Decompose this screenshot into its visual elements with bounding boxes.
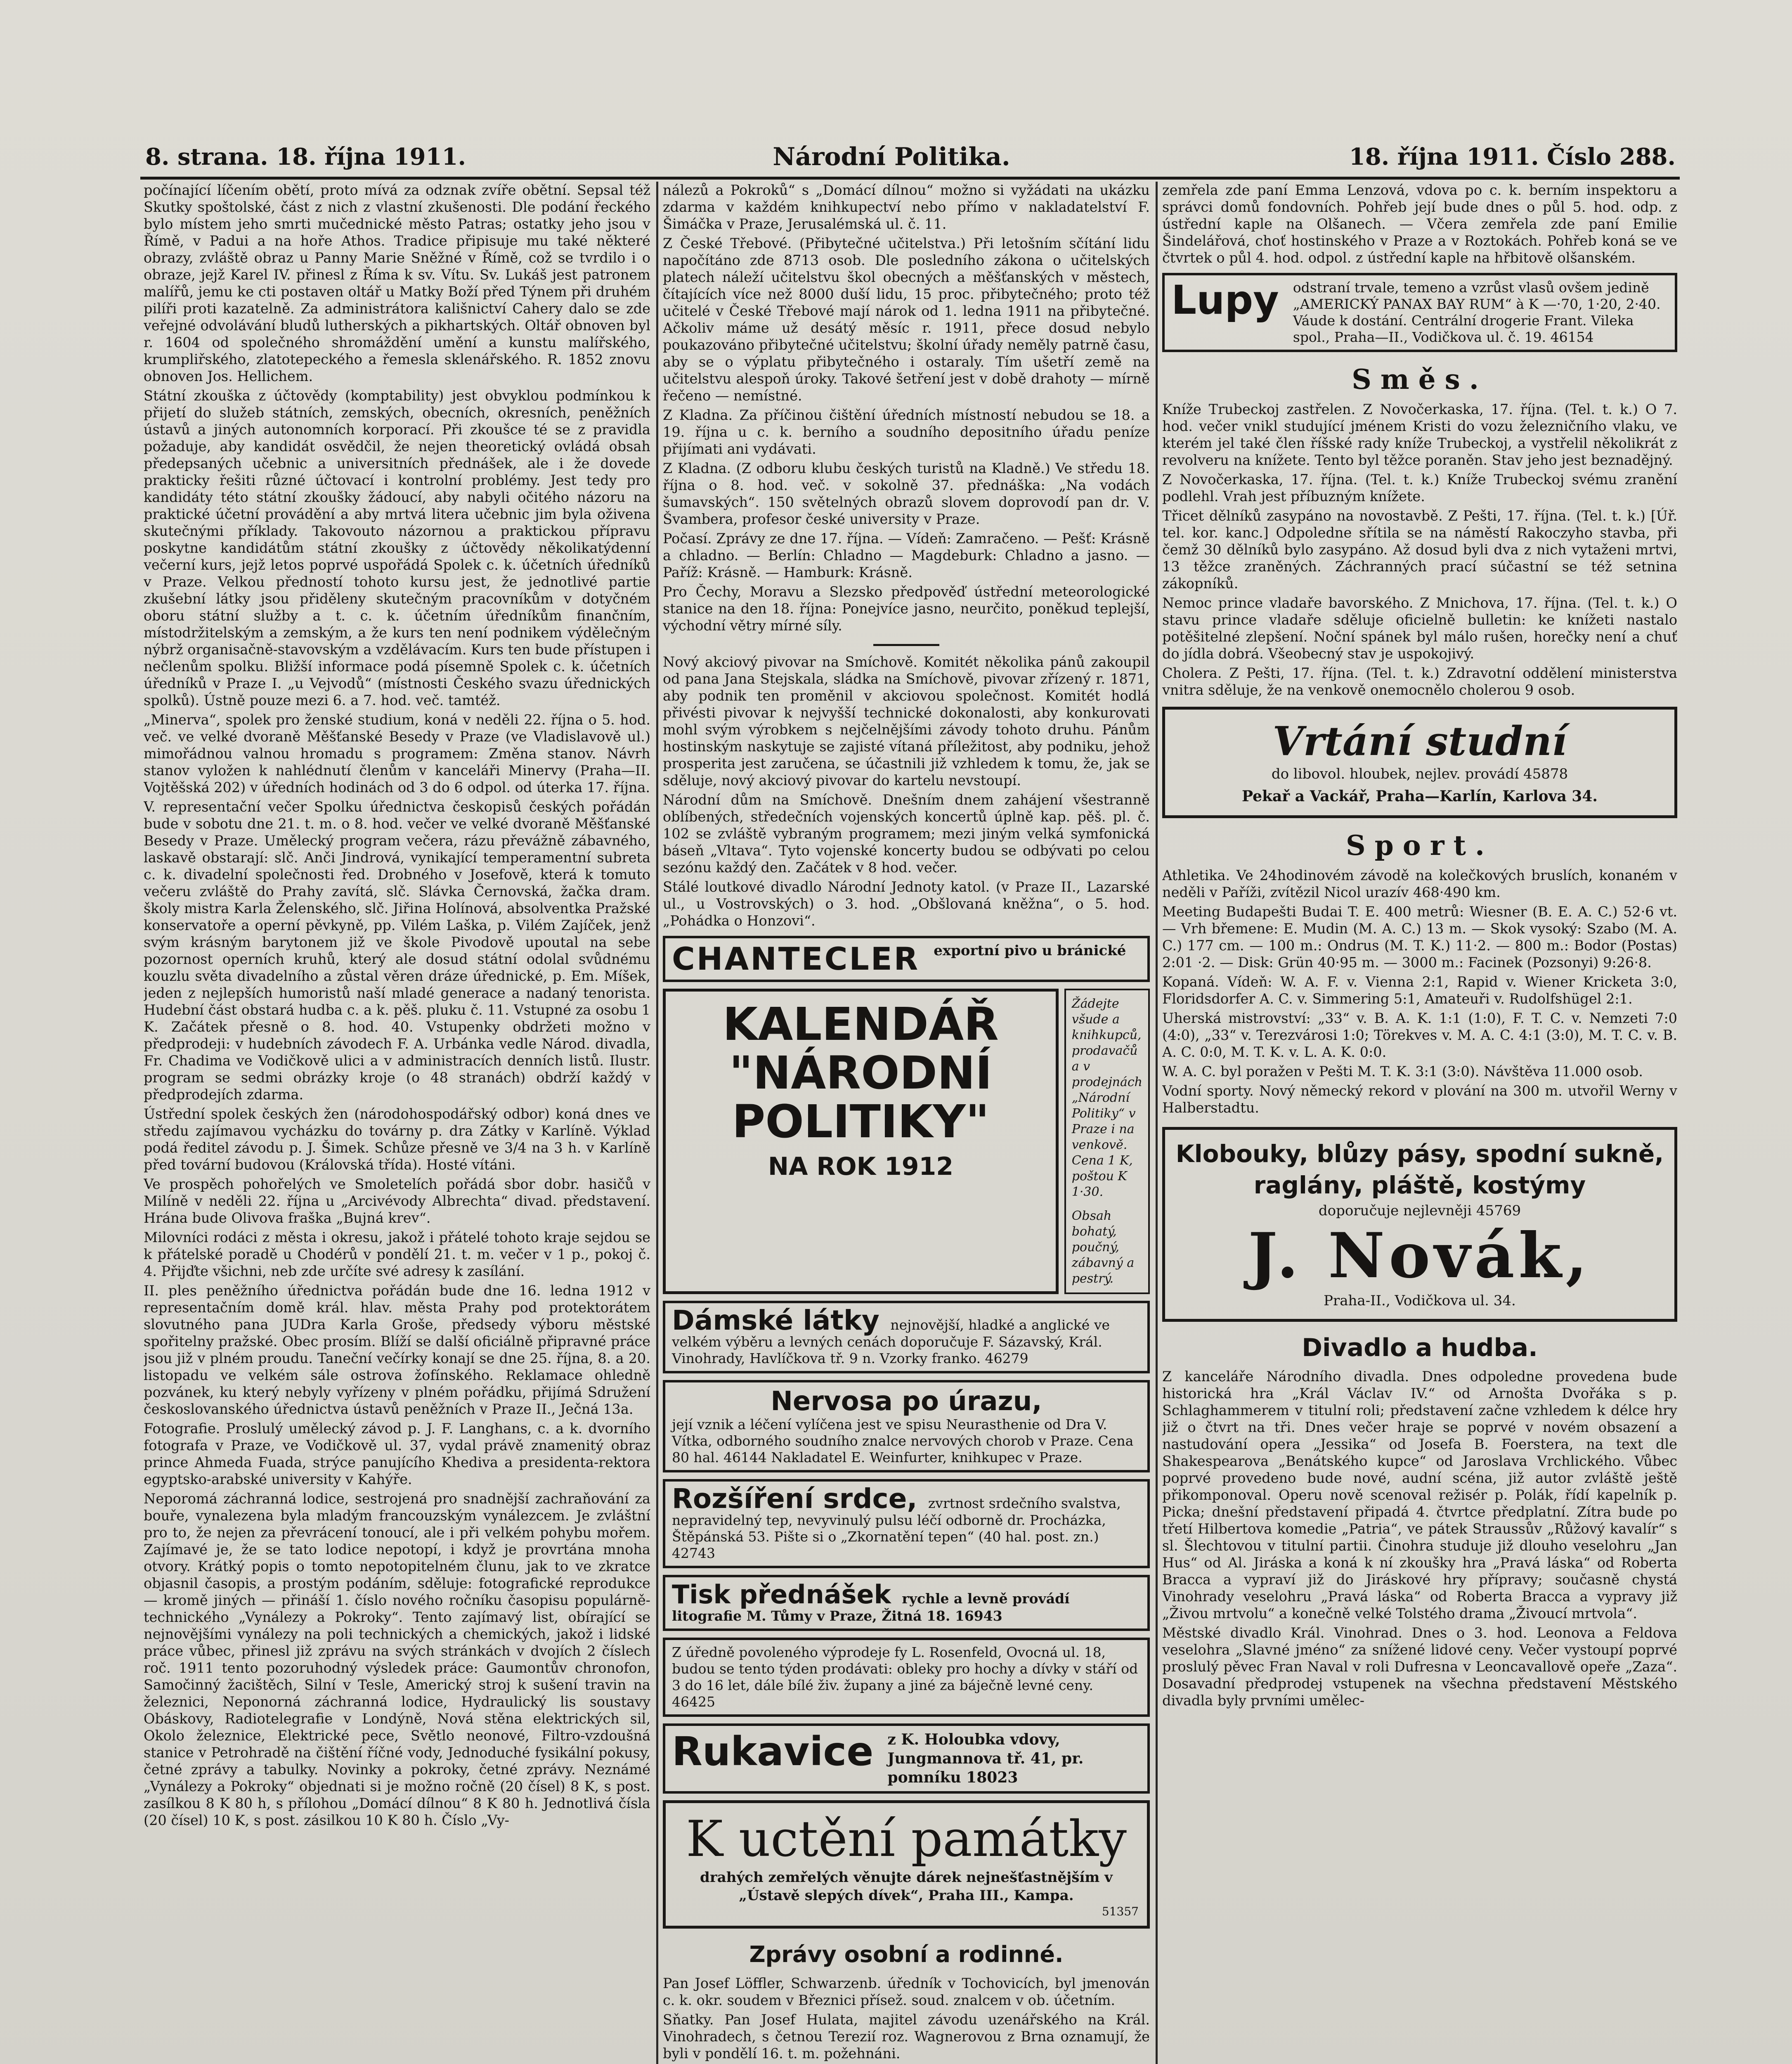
- damske-text: nejnovější, hladké a anglické ve velkém výběru a levných cenách doporučuje F. Sázavský, Král. Vinohrady, Havlíčkova tř. 9 n. Vzorky franko. 46279: [672, 1317, 1110, 1366]
- masthead: Národní Politika.: [773, 142, 1010, 171]
- article-paragraph: II. ples peněžního úřednictva pořádán bude dne 16. ledna 1912 v representačním domě král. hlav. města Prahy pod protektorátem slovutného pana JUDra Karla Groše, předsedy výboru městské spořitelny pražské. Obec prosím. Blíží se další oficiálně připravné práce jsou již v plném proudu. Taneční večírky konají se dne 25. října, 8. a 20. listopadu ve velkém sále ostrova žofínského. Reklamace ohledně pozvánek, ku který nebyly vyřízeny v plném pořádku, přijímá Sdružení českoslovanského úřednictva ústavů peněžních v Praze II., Ječná 13a.: [144, 1283, 650, 1417]
- article-paragraph: Ústřední spolek českých žen (národohospodářský odbor) koná dnes ve středu zajímavou vycházku do továrny p. dra Zátky v Karlíně. Výklad podá ředitel závodu p. J. Šimek. Schůze přesně ve 3/4 na 3 h. v Karlíně před tovární budovou (Královská třída). Hosté vítáni.: [144, 1106, 650, 1173]
- article-paragraph: Městské divadlo Král. Vinohrad. Dnes o 3. hod. Leonova a Feldova veselohra „Slavné jméno“ za snížené lidové ceny. Večer vystoupí poprvé proslulý pěvec Fran Naval v roli Dufresna v Leoncavallově opeře „Zaza“. Dosavadní předprodej vstupenek na všechna představení Městského divadla byly prvními umělec-: [1162, 1625, 1677, 1709]
- article-paragraph: Nemoc prince vladaře bavorského. Z Mnichova, 17. října. (Tel. t. k.) O stavu prince vladaře sděluje oficielně bulletin: ke knížeti nastalo potěšitelné zlepšení. Noční spánek byl málo rušen, horečky není a chuť do jídla dobrá. Všeobecný stav je uspokojivý.: [1162, 595, 1677, 662]
- kalendar-line-1: KALENDÁŘ: [722, 998, 999, 1051]
- article-paragraph: Počasí. Zprávy ze dne 17. října. — Vídeň: Zamračeno. — Pešť: Krásně a chladno. — Berlín: Chladno — Magdeburk: Chladno a jasno. — Paříž: Krásně. — Hamburk: Krásně.: [663, 530, 1150, 580]
- article-paragraph: nálezů a Pokroků“ s „Domácí dílnou“ možno si vyžádati na ukázku zdarma v každém knihkupectví nebo přímo v nakladatelství F. Šimáčka v Praze, Jerusalémská ul. č. 11.: [663, 182, 1150, 232]
- section-title-smes: Směs.: [1352, 363, 1488, 395]
- column-3: [1162, 182, 1677, 2064]
- nervosa-title: Nervosa po úrazu,: [771, 1386, 1042, 1417]
- rozsireni-text: zvrtnost srdečního svalstva, nepravidelný tep, nevyvinulý pulsu léčí odborně dr. Procházka, Štěpánská 53. Pište si o „Zkornatění tepen“ (40 hal. post. zn.) 42743: [672, 1495, 1121, 1561]
- nervosa-text: její vznik a léčení vylíčena jest ve spisu Neurasthenie od Dra V. Vítka, odborného soudního znalce nervových chorob v Praze. Cena 80 hal. 46144 Nakladatel E. Weinfurter, knihkupec v Praze.: [672, 1416, 1134, 1465]
- header-right: 18. října 1911. Číslo 288.: [1349, 143, 1676, 170]
- rozsireni-title: Rozšíření srdce,: [672, 1483, 917, 1515]
- article-paragraph: Z Kladna. Za příčinou čištění úředních místností nebudou se 18. a 19. října u c. k. berního a soudního depositního úřadu peníze přijímati ani vydávati.: [663, 407, 1150, 457]
- kalendar-line-4: NA ROK 1912: [768, 1152, 953, 1181]
- article-paragraph: Meeting Budapešti Budai T. E. 400 metrů: Wiesner (B. E. A. C.) 52·6 vt. — Vrh břemene: E. Mudin (M. A. C.) 13 m. — Skok vysoký: Szabo (M. A. C.) 177 cm. — 100 m.: Ondrus (M. T. K.) 11·2. — 800 m.: Bodor (Postas) 2:01 ·2. — Disk: Grün 40·95 m. — 3000 m.: Facinek (Pozsonyi) 9:26·8.: [1162, 904, 1677, 970]
- section-title-zpravy: Zprávy osobní a rodinné.: [749, 1941, 1064, 1967]
- vyprodej-ad: [663, 1638, 1150, 1717]
- article-paragraph: Z Kladna. (Z odboru klubu českých turistů na Kladně.) Ve středu 18. října o 8. hod. več. v sokolně 37. přednáška: „Na vodách šumavských“. 150 světelných obrazů slovem doprovodí pan dr. V. Švambera, profesor české university v Praze.: [663, 460, 1150, 527]
- article-paragraph: Neporomá záchranná lodice, sestrojená pro snadnější zachraňování za bouře, vynalezena byla mladým francouzským vynálezcem. Je zvláštní pro to, že nejen za převrácení tonoucí, ale i při velkém pohybu mořem. Zajímavé je, že se tato lodice nepotopí, i když je provrtána mnoha otvory. Krátký popis o tomto nepotopitelném člunu, jak to ve zkratce objasnil časopis, a prostým podáním, sděluje: fotografické reprodukce — kromě jiných — přináší 1. číslo nového ročníku časopisu populárně-technického „Vynálezy a Pokroky“. Tento zajímavý list, obírající se nejnovějšími vynálezy na poli technických a chemických, jakož i lidské práce vůbec, přinesl již zprávu na svých stránkách v dvojích 2 číslech roč. 1911 tento pozoruhodný výsledek práce: Gaumontův chronofon, Samočinný žacištěch, Silní v Tesle, Americký stroj k sušení travin na železnici, Neponorná záchranná lodice, Hydraulický lis soustavy Obáskovy, Radiotelegrafie v Londýně, Nová stěna elektrických sil, Okolo železnice, Elektrické pece, Světlo neonové, Filtro-vzdoušná stanice v Petrohradě na čištění říčné vody, Jednoduché fysikální pokusy, četné zprávy a tabulky. Novinky a pokroky, četné zprávy. Neznámé „Vynálezy a Pokroky“ objednati si je možno ročně (20 čísel) 8 K, s post. zasílkou 8 K 80 h, s přílohou „Domácí dílnou“ 8 K 80 h. Jednotlivá čísla (20 čísel) 10 K, s post. zásilkou 10 K 80 h. Číslo „Vy-: [144, 1491, 650, 1828]
- column-1: [144, 182, 650, 2064]
- ucteni-pamatky-ad: [663, 1800, 1150, 1929]
- novak-ad: [1162, 1127, 1677, 1322]
- damske-title: Dámské látky: [672, 1304, 879, 1336]
- article-paragraph: Ve prospěch pohořelých ve Smoletelích pořádá sbor dobr. hasičů v Milíně v neděli 22. října u „Arcivévody Albrechta“ divad. představení. Hrána bude Olivova fraška „Bujná krev“.: [144, 1176, 650, 1226]
- lupy-text: odstraní trvale, temeno a vzrůst vlasů ovšem jedině „AMERICKÝ PANAX BAY RUM“ à K —·70, 1·20, 2·40. Váude k dostání. Centrální drogerie Frant. Vileka spol., Praha—II., Vodičkova ul. č. 19. 46154: [1293, 279, 1661, 345]
- section-title-sport: Sport.: [1345, 829, 1494, 862]
- article-paragraph: Vodní sporty. Nový německý rekord v plování na 300 m. utvořil Werny v Halberstadtu.: [1162, 1083, 1677, 1116]
- lupy-title: Lupy: [1171, 277, 1279, 323]
- kalendar-box: [663, 989, 1059, 1294]
- chantecler-ad: [663, 936, 1150, 982]
- column-rule-2: [1156, 182, 1158, 2064]
- article-paragraph: Athletika. Ve 24hodinovém závodě na kolečkových bruslích, konaném v neděli v Paříži, zvítězil Nicol urazív 468·490 km.: [1162, 867, 1677, 900]
- column-rule-1: [656, 182, 658, 2064]
- article-paragraph: Národní dům na Smíchově. Dnešním dnem zahájení všestranně oblíbených, středečních vojenských koncertů úplně kap. pěš. pl. č. 102 se zvláště vybraným programem; mezi jiným velká symfonická báseň „Vltava“. Tyto vojenské koncerty budou se odbývati po celou sezónu každý den. Začátek v 8 hod. večer.: [663, 792, 1150, 876]
- rukavice-title: Rukavice: [672, 1728, 874, 1775]
- chantecler-title: CHANTECLER: [672, 940, 920, 977]
- article-paragraph: W. A. C. byl poražen v Pešti M. T. K. 3:1 (3:0). Návštěva 11.000 osob.: [1162, 1063, 1643, 1079]
- tisk-prednasek-ad: [663, 1575, 1150, 1631]
- vrtani-studni-ad: [1162, 707, 1677, 818]
- article-paragraph: Z Novočerkaska, 17. října. (Tel. t. k.) Kníže Trubeckoj svému zranění podlehl. Vrah jest příbuzným knížete.: [1162, 471, 1677, 504]
- kalendar-info-1: Žádejte všude a knihkupců, prodavačů a v prodejnách „Národní Politiky“ v Praze i na venkově. Cena 1 K, poštou K 1·30.: [1071, 996, 1142, 1199]
- article-paragraph: Nový akciový pivovar na Smíchově. Komitét několika pánů zakoupil od pana Jana Stejskala, sládka na Smíchově, pivovar zřízený r. 1871, aby podnik ten proměnil v akciovou společnost. Komitét hodlá přivésti pivovar k nejvyšší technické dokonalosti, aby konkurovati mohl svým výrobkem s nejčelnějšími závody tohoto druhu. Pánům hostinským naskytuje se zajisté vítaná příležitost, aby podniku, jehož prosperita jest zaručena, se účastnili již vzhledem k tomu, že, jak se sděluje, nový akciový pivovar do kartelu nevstoupí.: [663, 654, 1150, 788]
- article-paragraph: Kopaná. Vídeň: W. A. F. v. Vienna 2:1, Rapid v. Wiener Kricketa 3:0, Floridsdorfer A. C. v. Simmering 5:1, Amateuři v. Rudolfshügel 2:1.: [1162, 974, 1677, 1007]
- article-paragraph: počínající líčením obětí, proto mívá za odznak zvíře obětní. Sepsal též Skutky spoštolské, část z nich z vlastní zkušenosti. Dle podání řeckého bylo místem jeho smrti mučednické město Patras; ostatky jeho jsou v Římě, v Padui a na hoře Athos. Tradice připisuje mu také některé obrazy, zvláště obraz u Panny Marie Sněžné v Římě, což se tvrdilo i o obraze, jejž Karel IV. přinesl z Říma k sv. Vítu. Sv. Lukáš jest patronem malířů, jemu ke cti postaven oltář u Matky Boží před Týnem při druhém pilíři proti kazatelně. Za administrátora kališnictví Cahery dalo se zde veřejné odvolávání bludů lutherských a pikhartských. Oltář obnoven byl r. 1604 od společného shromáždění umění a kunstu malířského, krumpliřského, zlatotepeckého a řemesla sklenářského. R. 1852 znovu obnoven Jos. Hellichem.: [144, 182, 650, 384]
- header-rule: [140, 177, 1680, 180]
- article-paragraph: Uherská mistrovství: „33“ v. B. A. K. 1:1 (1:0), F. T. C. v. Nemzeti 7:0 (4:0), „33“ v. Terezvárosi 1:0; Törekves v. M. A. C. 4:1 (3:0), M. T. C. v. B. A. C. 0:0, M. T. K. v. L. A. K. 0:0.: [1162, 1010, 1677, 1060]
- kalendar-info-2: Obsah bohatý, poučný, zábavný a pestrý.: [1071, 1209, 1135, 1286]
- kalendar-line-3: POLITIKY": [732, 1095, 990, 1148]
- vrtani-line-2: Pekař a Vackář, Praha—Karlín, Karlova 34.: [1242, 788, 1598, 805]
- article-paragraph: Z České Třebové. (Přibytečné učitelstva.) Při letošním sčítání lidu napočítáno zde 8713 osob. Dle posledního zákona o učitelských platech náleží učitelstvu škol obecných a měšťanských v městech, čítajících více než 8000 duší lidu, 15 proc. přibytečného; proto též učitelé v České Třebové mají nárok od 1. ledna 1911 na přibytečné. Ačkoliv máme už desátý měsíc r. 1911, přece dosud nebylo poukazováno přibytečné učitelstvu; školní úřady neměly patrně času, aby se o výplatu přibytečného i ostaraly. Tím ušetří země na učitelstvu alespoň úroky. Takové šetření jest v době drahoty — mírně řečeno — nemístné.: [663, 235, 1150, 404]
- ucteni-title: K uctění památky: [686, 1811, 1127, 1868]
- damske-latky-ad: [663, 1301, 1150, 1373]
- article-paragraph: Sňatky. Pan Josef Hulata, majitel závodu uzenářského na Král. Vinohradech, s četnou Terezií roz. Wagnerovou z Brna oznamují, že byli v pondělí 16. t. m. požehnáni.: [663, 2012, 1150, 2062]
- vrtani-title: Vrtání studní: [1272, 718, 1567, 765]
- article-paragraph: Třicet dělníků zasypáno na novostavbě. Z Pešti, 17. října. (Tel. t. k.) [Úř. tel. kor. kanc.] Odpoledne sřítila se na náměstí Rakoczyho stavba, při čemž 30 dělníků bylo zasypáno. Až dosud byli dva z nich vytaženi mrtvi, 13 těžce zraněných. Záchranných prací súčastní se též setnina zákopníků.: [1162, 508, 1677, 592]
- article-paragraph: Fotografie. Proslulý umělecký závod p. J. F. Langhans, c. a k. dvorního fotografa v Praze, ve Vodičkově ul. 37, vydal právě znamenitý obraz prince Ahmeda Fuada, strýce panujícího Khediva a presidenta-rektora egyptsko-arabské university v Kahýře.: [144, 1420, 650, 1487]
- kalendar-info: [1064, 989, 1150, 1294]
- article-paragraph: Stálé loutkové divadlo Národní Jednoty katol. (v Praze II., Lazarské ul., u Vostrovských) o 3. hod. „Obšlovaná kněžna“, o 5. hod. „Pohádka o Honzovi“.: [663, 879, 1150, 929]
- article-paragraph: Milovníci rodáci z města i okresu, jakož i přátelé tohoto kraje sejdou se k přátelské poradě u Chodérů v pondělí 21. t. m. večer v 1 p., pokoj č. 4. Přijďte všichni, neb zde určíte své adresy k zasílání.: [144, 1229, 650, 1279]
- lupy-ad: [1162, 273, 1677, 352]
- divider: [663, 640, 1150, 648]
- rozsireni-srdce-ad: [663, 1479, 1150, 1568]
- vrtani-line-1: do libovol. hloubek, nejlev. provádí 45878: [1271, 766, 1568, 782]
- kalendar-line-2: "NÁRODNÍ: [729, 1046, 992, 1099]
- novak-headline: Klobouky, blůzy pásy, spodní sukně, raglány, pláště, kostýmy: [1175, 1140, 1664, 1199]
- rukavice-ad: [663, 1723, 1150, 1794]
- novak-subline: doporučuje nejlevněji 45769: [1318, 1202, 1521, 1219]
- article-paragraph: Cholera. Z Pešti, 17. října. (Tel. t. k.) Zdravotní oddělení ministerstva vnitra sděluje, že na venkově onemocnělo cholerou 9 osob.: [1162, 665, 1677, 698]
- article-paragraph: Pan Josef Löffler, Schwarzenb. úředník v Tochovicích, byl jmenován c. k. okr. soudem v Březnici přísež. soud. znalcem v ob. účetním.: [663, 1975, 1150, 2008]
- article-paragraph: V. representační večer Spolku úřednictva českopisů českých pořádán bude v sobotu dne 21. t. m. o 8. hod. večer ve velké dvoraně Měšťanské Besedy v Praze. Umělecký program večera, rázu převážně zábavného, laskavě obstarají: slč. Anči Jindrová, vynikající temperamentní subreta c. k. divadelní společnosti řed. Drobného v Josefově, která k tomuto večeru zvláště do Prahy zavítá, slč. Slávka Černovská, žačka dram. školy mistra Karla Želenského, slč. Jiřina Holínová, absolventka Pražské konservatoře a operní pěvkyně, pp. Vilém Laška, p. Vilém Zajíček, jenž svým krásným barytonem již ve škole Pivodově upoutal na sebe pozornost operních kruhů, který ale dosud státní odolal svůdnému kouzlu světa divadelního a zůstal věren dráze úřednické, p. Em. Míšek, jeden z nejlepších humoristů naší mladé generace a nadaný tenorista. Hudební část obstará hudba c. a k. pěš. pluku č. 11. Vstupné za osobu 1 K. Začátek přesně o 8. hod. 40. Vstupenky obdržeti možno v předprodeji: v hudebních závodech F. A. Urbánka vedle Národ. divadla, Fr. Chadima ve Vodičkově ulici a v administracích denních listů. Ilustr. program se sedmi obrázky kroje (o 48 stranách) obdrží každý v předprodejích zdarma.: [144, 799, 650, 1103]
- article-paragraph: „Minerva“, spolek pro ženské studium, koná v neděli 22. října o 5. hod. več. ve velké dvoraně Měšťanské Besedy v Praze (ve Vladislavově ul.) mimořádnou valnou hromadu s programem: Změna stanov. Návrh stanov vyložen k nahlédnutí členům v kanceláři Minervy (Praha—II. Vojtěšská 202) v úředních hodinách od 3 do 6 odpol. od úterka 17. října.: [144, 712, 650, 795]
- kalendar-ad: [663, 989, 1150, 1294]
- section-title-divadlo: Divadlo a hudba.: [1302, 1333, 1538, 1362]
- article-paragraph: Státní zkouška z účtovědy (komptability) jest obvyklou podmínkou k přijetí do služeb státních, zemských, obecních, okresních, peněžních ústavů a jiných autonomních korporací. Při zkoušce té se z pravidla požaduje, aby kandidát osvědčil, že nejen theoretický ovládá obsah předepsaných učebnic a universitních přednášek, ale i že dovede prakticky řešiti různé účtovací i kontrolní problémy. Jest tedy pro kandidáty této státní zkoušky žádoucí, aby nabyli očitého názoru na praktické účetní provádění a aby mrtvá litera učebnic jim byla oživena skutečnými příklady. Takovouto názornou a praktickou přípravu poskytne kandidátům státní zkoušky z účtovědy několikatýdenní večerní kurs, jejž letos poprvé uspořádá Spolek c. k. účetních úředníků v Praze. Velkou předností tohoto kursu jest, že jednotlivé partie zkušební látky jsou přiděleny skutečným pracovníkům v dotyčném oboru státní služby a t. c. k. účetním úředníkům finančním, místodržitelským a zemským, a že kurs ten není podnikem výdělečným nýbrž organisačně-stavovským a vzdělávacím. Kurs ten bude přístupen i nečlenům spolku. Bližší informace podá písemně Spolek c. k. účetních úředníků v Praze I. „u Vejvodů“ (místnosti Českého svazu úřednických spolků). Ústně pouze mezi 6. a 7. hod. več. tamtéž.: [144, 388, 650, 708]
- rukavice-text: z K. Holoubka vdovy, Jungmannova tř. 41, pr. pomníku 18023: [887, 1731, 1084, 1786]
- article-paragraph: Kníže Trubeckoj zastřelen. Z Novočerkaska, 17. října. (Tel. t. k.) O 7. hod. večer vnikl studující jménem Kristi do vozu železničního vlaku, ve kterém jel také člen říšské rady kníže Trubeckoj, a vystřelil několikrát z revolveru na knížete. Tento byl těžce poraněn. Stav jeho jest beznadějný.: [1162, 401, 1677, 468]
- ucteni-number: 51357: [1102, 1905, 1139, 1918]
- novak-name: J. Novák,: [1248, 1219, 1591, 1292]
- ucteni-text: drahých zemřelých věnujte dárek nejnešťastnějším v „Ústavě slepých dívek“, Praha III., Kampa.: [700, 1869, 1113, 1904]
- article-paragraph: Pro Čechy, Moravu a Slezsko předpověď ústřední meteorologické stanice na den 18. října: Ponejvíce jasno, neurčito, poněkud teplejší, východní větry mírné síly.: [663, 584, 1150, 634]
- article-paragraph: Z kanceláře Národního divadla. Dnes odpoledne provedena bude historická hra „Král Václav IV.“ od Arnošta Dvořáka s p. Schlaghammerem v titulní roli; představení začne vzhledem k délce hry již o čtvrt na tři. Dnes večer hraje se poprvé v novém obsazení a nastudování opera „Jessika“ od Josefa B. Foerstera, na text dle Shakespearova „Benátského kupce“ od Jaroslava Vrchlického. Vůbec poprvé provedeno bude nové, audní scéna, již autor zvláště ještě přikomponoval. Operu nově scenoval režisér p. Polák, řídí kapelník p. Picka; dnešní představení připadá 4. čtvrtce předplatní. Zítra bude po třetí Hilbertova komedie „Patria“, ve pátek Straussův „Růžový kavalír“ s sl. Šlechtovou v titulní partii. Činohra studuje již dlouho veselohru „Jan Hus“ od Al. Jiráska a koná k ní zkoušky hra „Pravá láska“ od Roberta Bracca a vypraví již do Jiráskové hry přípravy; současně chystá Vinohrady veselohru „Pravá láska“ od Roberta Bracca a vypravy již „Živou mrtvolu“ a konečně velké Tolstého drama „Živoucí mrtvola“.: [1162, 1368, 1677, 1621]
- nervosa-ad: [663, 1380, 1150, 1472]
- vyprodej-text: Z úředně povoleného výprodeje fy L. Rosenfeld, Ovocná ul. 18, budou se tento týden prodávati: obleky pro hochy a dívky v stáří od 3 do 16 let, dále bílé živ. župany a jiné za báječně levné ceny. 46425: [672, 1644, 1138, 1710]
- header-left: 8. strana. 18. října 1911.: [145, 143, 466, 170]
- article-paragraph: zemřela zde paní Emma Lenzová, vdova po c. k. berním inspektoru a správci domů fondovních. Pohřeb její bude dnes o půl 5. hod. odp. z ústřední kaple na Olšanech. — Včera zemřela zde paní Emilie Šindelářová, choť hostinského v Praze a v Roztokách. Pohřeb koná se ve čtvrtek o půl 4. hod. odpol. z ústřední kaple na hřbitově olšanském.: [1162, 182, 1677, 266]
- chantecler-text: exportní pivo u bránické: [934, 942, 1126, 959]
- tisk-text: rychle a levně provádí litografie M. Tůmy v Praze, Žitná 18. 16943: [672, 1591, 1070, 1624]
- novak-address: Praha-II., Vodičkova ul. 34.: [1324, 1292, 1516, 1309]
- tisk-title: Tisk přednášek: [672, 1579, 891, 1610]
- column-2: [663, 182, 1150, 2064]
